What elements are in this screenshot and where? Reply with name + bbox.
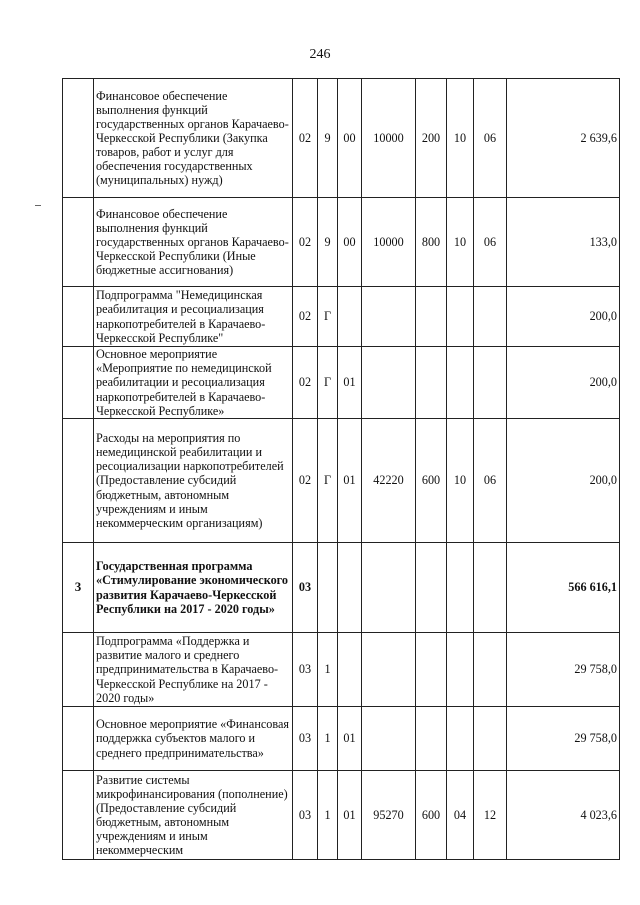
table-row	[63, 771, 620, 860]
code-direction: 95270	[362, 771, 416, 860]
code-expense-type: 600	[416, 419, 447, 543]
code-direction: 42220	[362, 419, 416, 543]
row-name: Основное мероприятие «Мероприятие по немедицинской реабилитации и ресоциализация наркопотребителей в Карачаево-Черкесской Республике»	[94, 347, 293, 419]
code-main-event: 00	[338, 198, 362, 287]
row-sum: 200,0	[507, 419, 620, 543]
code-main-event	[338, 287, 362, 347]
row-number	[63, 79, 94, 198]
row-sum: 200,0	[507, 347, 620, 419]
row-name: Расходы на мероприятия по немедицинской реабилитации и ресоциализации наркопотребителей (Предоставление субсидий бюджетным, автономным учреждениям и иным некоммерческим организациям)	[94, 419, 293, 543]
code-direction: 10000	[362, 79, 416, 198]
code-program: 03	[293, 543, 318, 633]
code-section	[447, 707, 474, 771]
code-program: 03	[293, 707, 318, 771]
code-expense-type	[416, 543, 447, 633]
row-number	[63, 198, 94, 287]
table-row	[63, 543, 620, 633]
code-subsection	[474, 543, 507, 633]
row-sum: 133,0	[507, 198, 620, 287]
row-number: 3	[63, 543, 94, 633]
row-number	[63, 287, 94, 347]
code-subsection	[474, 707, 507, 771]
code-section: 10	[447, 198, 474, 287]
code-subprogram: 1	[318, 707, 338, 771]
code-main-event: 01	[338, 707, 362, 771]
margin-mark	[35, 205, 41, 206]
code-subsection	[474, 347, 507, 419]
row-number	[63, 707, 94, 771]
code-program: 02	[293, 79, 318, 198]
row-sum: 200,0	[507, 287, 620, 347]
code-main-event: 01	[338, 419, 362, 543]
budget-table	[62, 78, 620, 860]
code-main-event: 01	[338, 771, 362, 860]
row-number	[63, 347, 94, 419]
row-name: Подпрограмма "Немедицинская реабилитация и ресоциализация наркопотребителей в Карачаево-Черкесской Республике"	[94, 287, 293, 347]
code-section	[447, 633, 474, 707]
code-main-event	[338, 543, 362, 633]
row-name: Развитие системы микрофинансирования (пополнение) (Предоставление субсидий бюджетным, автономным учреждениям и иным некоммерческим	[94, 771, 293, 860]
code-program: 02	[293, 347, 318, 419]
table-row	[63, 79, 620, 198]
code-expense-type: 600	[416, 771, 447, 860]
code-expense-type	[416, 347, 447, 419]
table-row	[63, 347, 620, 419]
row-name: Государственная программа «Стимулирование экономического развития Карачаево-Черкесской Республики на 2017 - 2020 годы»	[94, 543, 293, 633]
code-subprogram: Г	[318, 419, 338, 543]
code-subsection: 12	[474, 771, 507, 860]
row-sum: 4 023,6	[507, 771, 620, 860]
row-name: Основное мероприятие «Финансовая поддержка субъектов малого и среднего предпринимательства»	[94, 707, 293, 771]
code-subprogram: Г	[318, 287, 338, 347]
code-section	[447, 543, 474, 633]
code-expense-type	[416, 707, 447, 771]
code-subprogram: 9	[318, 79, 338, 198]
table-row	[63, 633, 620, 707]
row-number	[63, 633, 94, 707]
code-section	[447, 287, 474, 347]
code-expense-type	[416, 633, 447, 707]
row-number	[63, 771, 94, 860]
row-number	[63, 419, 94, 543]
row-name: Финансовое обеспечение выполнения функций государственных органов Карачаево-Черкесской Республики (Иные бюджетные ассигнования)	[94, 198, 293, 287]
code-subprogram: 1	[318, 633, 338, 707]
page-number: 246	[309, 47, 331, 62]
code-subprogram: 9	[318, 198, 338, 287]
code-main-event: 01	[338, 347, 362, 419]
code-expense-type: 200	[416, 79, 447, 198]
code-program: 03	[293, 771, 318, 860]
code-program: 02	[293, 198, 318, 287]
code-direction	[362, 543, 416, 633]
row-sum: 29 758,0	[507, 707, 620, 771]
table-row	[63, 198, 620, 287]
table-row	[63, 287, 620, 347]
code-program: 02	[293, 287, 318, 347]
code-subsection: 06	[474, 198, 507, 287]
table-row	[63, 707, 620, 771]
code-subprogram	[318, 543, 338, 633]
row-sum: 566 616,1	[507, 543, 620, 633]
code-direction	[362, 287, 416, 347]
code-section: 04	[447, 771, 474, 860]
code-program: 03	[293, 633, 318, 707]
code-direction	[362, 707, 416, 771]
code-expense-type: 800	[416, 198, 447, 287]
code-program: 02	[293, 419, 318, 543]
code-subprogram: 1	[318, 771, 338, 860]
code-section: 10	[447, 79, 474, 198]
code-subsection: 06	[474, 419, 507, 543]
row-name: Финансовое обеспечение выполнения функций государственных органов Карачаево-Черкесской Республики (Закупка товаров, работ и услуг для обеспечения государственных (муниципальных) нужд)	[94, 79, 293, 198]
code-subprogram: Г	[318, 347, 338, 419]
row-sum: 29 758,0	[507, 633, 620, 707]
code-subsection: 06	[474, 79, 507, 198]
code-subsection	[474, 633, 507, 707]
code-section	[447, 347, 474, 419]
code-expense-type	[416, 287, 447, 347]
code-direction	[362, 633, 416, 707]
code-main-event: 00	[338, 79, 362, 198]
row-name: Подпрограмма «Поддержка и развитие малого и среднего предпринимательства в Карачаево-Черкесской Республике на 2017 - 2020 годы»	[94, 633, 293, 707]
row-sum: 2 639,6	[507, 79, 620, 198]
code-subsection	[474, 287, 507, 347]
table-row	[63, 419, 620, 543]
code-section: 10	[447, 419, 474, 543]
code-direction	[362, 347, 416, 419]
code-direction: 10000	[362, 198, 416, 287]
code-main-event	[338, 633, 362, 707]
